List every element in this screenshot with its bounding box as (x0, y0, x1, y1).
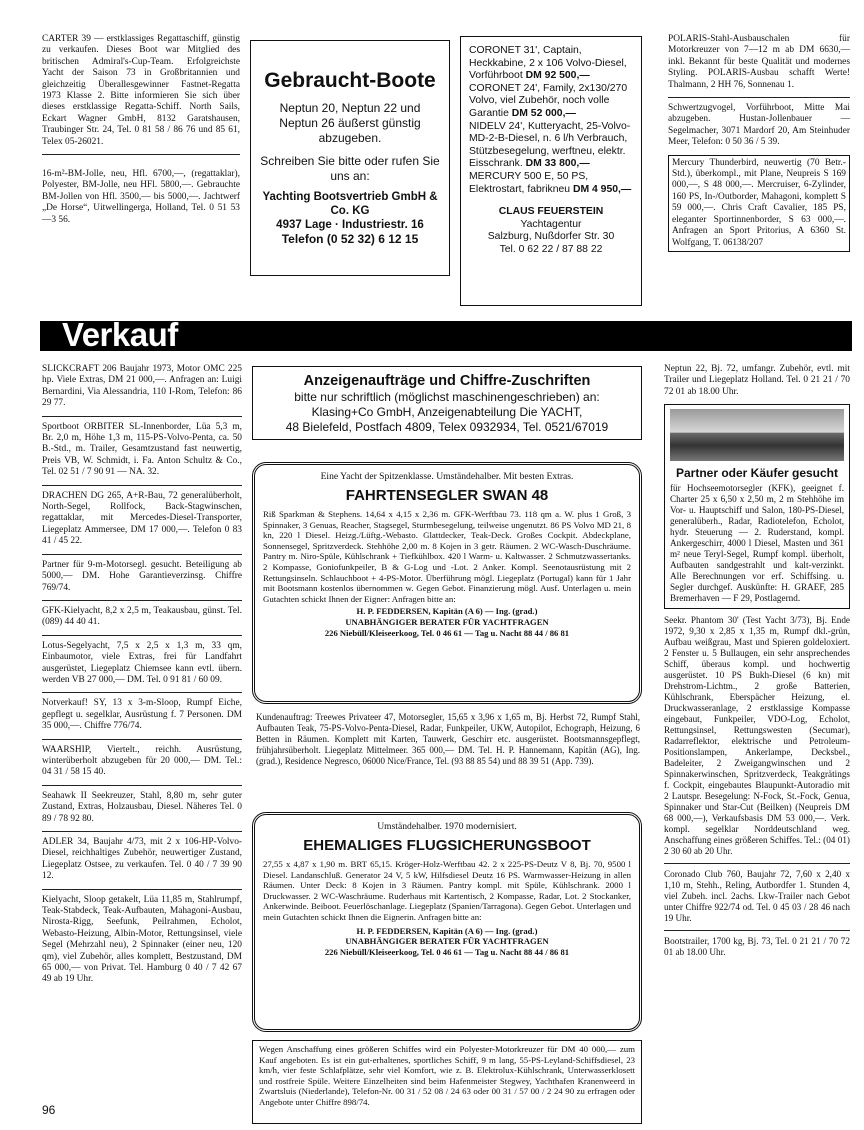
ad-partner-motorsegler: Partner für 9-m-Motorsegl. gesucht. Beteiligung ab 5000,— DM. Hohe Garantieverzinsg. Chiffre 769/74. (42, 559, 242, 593)
section-title: Verkauf (62, 316, 178, 353)
divider (42, 692, 242, 693)
anzeigen-line1: bitte nur schriftlich (möglichst maschinengeschrieben) an: (294, 390, 600, 404)
divider (42, 635, 242, 636)
coronet-item-text: CORONET 24', Family, 2x130/270 Volvo, viel Zubehör, noch volle Garantie (469, 82, 628, 119)
ad-polaris: POLARIS-Stahl-Ausbauschalen für Motorkreuzer von 7—12 m ab DM 6630,— inkl. Bekannt für beste Qualität und modernes Styling. POLARIS-Ausbau schafft Werte! Thalmann, 2 HH 76, Sonnenau 1. (668, 34, 850, 90)
ad-mercury (668, 155, 850, 252)
ad-notverkauf: Notverkauf! SY, 13 x 3-m-Sloop, Rumpf Eiche, gepflegt u. segelklar, Ausrüstung f. 7 Personen. DM 35 000,—. Chiffre 776/74. (42, 698, 242, 732)
ad-seahawk: Seahawk II Seekreuzer, Stahl, 8,80 m, sehr guter Zustand, Extras, Holzausbau, Diesel. Näheres Tel. 0 89 / 78 92 80. (42, 790, 242, 824)
ad-flugsicherungsboot (252, 812, 642, 1032)
anzeigen-line3: 48 Bielefeld, Postfach 4809, Telex 0932934, Tel. 0521/67019 (285, 420, 609, 434)
divider (42, 600, 242, 601)
right-column (664, 364, 850, 964)
ad-gfk-kielyacht: GFK-Kielyacht, 8,2 x 2,5 m, Teakausbau, günst. Tel. (089) 44 40 41. (42, 605, 242, 628)
divider (42, 831, 242, 832)
coronet-item-price: DM 52 000,— (511, 107, 576, 119)
ad-bootstrailer: Bootstrailer, 1700 kg, Bj. 73, Tel. 0 21 21 / 70 72 01 ab 18.00 Uhr. (664, 936, 850, 958)
ad-waarship: WAARSHIP, Viertelt., reichh. Ausrüstung, winterüberholt abzugeben für 20 000,— DM. Tel.: 04 31 / 58 15 40. (42, 744, 242, 778)
gebraucht-address: 4937 Lage · Industriestr. 16 (276, 219, 424, 231)
coronet-item (469, 121, 633, 171)
ad-schwertzugvogel: Schwertzugvogel, Vorführboot, Mitte Mai abzugeben. Hustan-Jollenbauer — Segelmacher, 3071 Mardorf 20, Am Steinhuder Meer, Telefon: 0 50 36 / 5 39. (668, 103, 850, 148)
ad-swan-48 (252, 462, 642, 704)
left-column (42, 364, 242, 992)
divider (42, 416, 242, 417)
divider (664, 930, 850, 931)
divider (42, 554, 242, 555)
ad-kielyacht: Kielyacht, Sloop getakelt, Lüa 11,85 m, Stahlrumpf, Teak-Stabdeck, Teak-Aufbauten, Mahagoni-Ausbau, Nirosta-Rigg, Seefunk, Peilrahmen, Echolot, Webasto-Heizung, Albin-Motor, Rettungsinsel, viele Segel (Mehrzahl neu), 2 Spinnaker (einer neu, 120 qm), viel Zubehör, alles komplett, Bestzustand, DM 65 000,— von Privat. Tel. Hamburg 0 40 / 7 42 67 49 ab 19 Uhr. (42, 894, 242, 985)
swan-contact-title: UNABHÄNGIGER BERATER FÜR YACHTFRAGEN (345, 616, 549, 627)
divider (42, 739, 242, 740)
coronet-item-price: DM 33 800,— (525, 158, 590, 170)
gebraucht-heading: Gebraucht-Boote (264, 69, 436, 92)
swan-body: Riß Sparkman & Stephens. 14,64 x 4,15 x 2,36 m. GFK-Werftbau 73. 118 qm a. W. plus 1 Groß, 3 Spinnaker, 3 Genuas, Reacher, Stagsegel, Sturmbesegelung, teilweise ungenutzt. 86 PS Volvo MD 21, 8 kn, 220 l Diesel. Heizg./Lüftg.-Webasto. Glattdecker, Teak-Deck. Großes Cockpit. Abdeckplane, Sonnensegel, Spritzverdeck. Stehhöhe 2,00 m. 8 Kojen in 3 getr. Räumen. 2 WC-Wasch-Duschräume. Pantry m. Niro-Spüle, Kühlschrank + Tiefkühlbox. 420 l Warm- u. Kaltwasser. 2 Schmutzwassertanks. 2 Kompasse, Goniofunkpeiler, B & G-Log und -Lot. 2 Anker. Kompl. Seenotausrüstung mit 2 Rettungsinseln. Schlauchboot + 4-PS-Motor. Überführung mögl. Liegeplatz (Portugal) kann für 1 Jahr mit Bootsmann kostenlos übernommen w. Gegen Gebot. Finanzierung mögl. Ausf. Unterlagen u. mein Gutachten schickt Ihnen der Eigner: Anfragen bitte an: (263, 509, 631, 604)
coronet-item-text: MERCURY 500 E, 50 PS, Elektrostart, fabrikneu (469, 170, 589, 195)
ad-orbiter: Sportboot ORBITER SL-Innenborder, Lüa 5,3 m, Br. 2,0 m, Höhe 1,3 m, 115-PS-Volvo-Penta, ca. 50 B.-Std., m. Trailer, Gesamtzustand fast neuwertig, Preis VB, W. Schmidt, i. Fa. Anton Schultz & Co., Tel. 02 51 / 7 90 91 — NA. 32. (42, 421, 242, 478)
anzeigen-line2: Klasing+Co GmbH, Anzeigenabteilung Die YACHT, (311, 405, 583, 419)
flug-intro: Umständehalber. 1970 modernisiert. (377, 821, 517, 832)
divider (42, 154, 240, 155)
ad-gebraucht-boote (250, 40, 450, 276)
top-left-column (42, 34, 240, 232)
coronet-item-price: DM 4 950,— (572, 183, 632, 195)
ad-partner-kaeufer (664, 404, 850, 609)
ad-neptun-22: Neptun 22, Bj. 72, umfangr. Zubehör, evtl. mit Trailer und Liegeplatz Holland. Tel. 0 21 21 / 70 72 01 ab 18.00 Uhr. (664, 364, 850, 397)
gebraucht-company: Yachting Bootsvertrieb GmbH & Co. KG (262, 191, 438, 217)
ad-polyester-motorkreuzer (252, 1040, 642, 1124)
ad-drachen: DRACHEN DG 265, A+R-Bau, 72 generalüberholt, North-Segel, Rollfock, Back-Stagwinschen, regattaklar, mit Mercedes-Diesel-Transporter, Liegeplatz Ammersee, DM 17 000,—. Telefon 0 83 41 / 45 22. (42, 490, 242, 547)
flug-contact-title: UNABHÄNGIGER BERATER FÜR YACHTFRAGEN (345, 936, 549, 947)
gebraucht-phone: Telefon (0 52 32) 6 12 15 (281, 232, 419, 246)
coronet-item (469, 45, 633, 83)
ad-coronado: Coronado Club 760, Baujahr 72, 7,60 x 2,40 x 1,10 m, Stehh., Reling, Autbordfer 1. Stunden 4, viel Zubeh. incl. 2achs. Lkw-Trailer nach Gebot unter Chiffre 922/74 od. Tel. 0 45 03 / 28 46 nach 19 Uhr. (664, 869, 850, 924)
coronet-seller: CLAUS FEUERSTEIN (498, 206, 604, 218)
coronet-item-text: NIDELV 24', Kutteryacht, 25-Volvo-MD-2-B-Diesel, n. 6 l/h Verbrauch, Stützbesegelung, werftneu, elektr. Eisschrank. (469, 120, 631, 170)
section-header-bar (40, 316, 852, 353)
partner-heading: Partner oder Käufer gesucht (675, 466, 839, 481)
mercury-text: Mercury Thunderbird, neuwertig (70 Betr.-Std.), überkompl., mit Plane, Neupreis S 169 000,—, S 48 000,—. Mercruiser, 6-Zylinder, 160 PS, In-/Outborder, Mahagoni, komplett S 59 000,—. Chris Craft Cavalier, 185 PS, eleganter Sportinnenborder, S 63 000,—. Anfragen an Sport Pritorius, A 6360 St. Wolfgang, T. 06138/207 (672, 157, 846, 248)
divider (42, 889, 242, 890)
flug-heading: EHEMALIGES FLUGSICHERUNGSBOOT (303, 837, 591, 854)
divider (664, 863, 850, 864)
flug-body: 27,55 x 4,87 x 1,90 m. BRT 65,15. Kröger-Holz-Werftbau 42. 2 x 225-PS-Deutz V 8, Bj. 70, 9500 l Diesel. Landanschluß. Generator 24 V, 5 kW, Hilfsdiesel Deutz 16 PS. Warmwasser-Heizung in allen Räumen. Unter Deck: 8 Kojen in 3 Räumen. Pantry kompl. mit Spüle, Kühlschrank. 2000 l Druckwasser. 2 WC-Waschräume. Ruderhaus mit Kartentisch, 2 Kompasse, Radar, Lot. 2 Stockanker, Ankerwinde. Beiboot. Feuerlöschanlage. Liegeplatz (Spanien/Tarragona). Gegen Gebot. Unterlagen und mein Gutachten schickt Ihnen die Eignerin. Anfragen bitte an: (263, 859, 631, 922)
swan-contact-address: 226 Niebüll/Kleiseerkoog, Tel. 0 46 61 — Tag u. Nacht 88 44 / 86 81 (324, 627, 570, 638)
coronet-phone: Tel. 0 62 22 / 87 88 22 (499, 243, 603, 255)
coronet-item (469, 171, 633, 196)
coronet-item-price: DM 92 500,— (525, 70, 590, 82)
divider (42, 485, 242, 486)
flug-contact-address: 226 Niebüll/Kleiseerkoog, Tel. 0 46 61 — Tag u. Nacht 88 44 / 86 81 (324, 946, 570, 957)
swan-contact-name: H. P. FEDDERSEN, Kapitän (A 6) — Ing. (grad.) (356, 606, 538, 617)
gebraucht-offer: Neptun 20, Neptun 22 und Neptun 26 äußerst günstig abzugeben. (279, 101, 421, 145)
ad-carter: CARTER 39 — erstklassiges Regattaschiff, günstig zu verkaufen. Dieses Boot war Mitglied des britischen Admiral's-Cup-Team. Erfolgreichste Yacht der Saison 73 in Großbritannien und gleichzeitig Überallesgewinner Fastnet-Regatta 1973 Klasse 2. Bitte informieren Sie sich über dieses erstklassige Regatta-Schiff. North Sails, Eckart Wagner GmbH, 8132 Garatshausen, Traubinger Str. 24, Tel. 0 81 58 / 86 76 und 85 61, Telex 05-26021. (42, 34, 240, 147)
ad-anzeigen-info (252, 366, 642, 440)
swan-intro: Eine Yacht der Spitzenklasse. Umständehalber. Mit besten Extras. (320, 471, 574, 482)
page-number: 96 (42, 1103, 56, 1117)
polyester-text: Wegen Anschaffung eines größeren Schiffes wird ein Polyester-Motorkreuzer für DM 40 000,— zum Kauf angeboten. Es ist ein gut-erhaltenes, sportliches Schiff, 9 m lang, 55-PS-Leyland-Schiffsdiesel, 23 km/h, vier feste Schlafplätze, sehr viel Komfort, wie z. B. Elektrolux-Kühlschrank, Unterwasserklosett und rostfreie Spüle. Weitere Einzelheiten sind beim Hafenmeister Stegwey, Yachthafen Kranenweerd in Zwartsluis (Niederlande), Telefon-Nr. 00 31 / 52 08 / 24 63 oder 00 31 / 57 00 / 2 24 90 zu erfragen oder Angebote unter Chiffre 898/74. (259, 1044, 635, 1107)
swan-heading: FAHRTENSEGLER SWAN 48 (345, 487, 549, 504)
anzeigen-heading: Anzeigenaufträge und Chiffre-Zuschriften (303, 373, 591, 389)
ship-photo (670, 409, 844, 461)
gebraucht-contact-prompt: Schreiben Sie bitte oder rufen Sie uns an: (260, 154, 440, 183)
ad-seekr-phantom: Seekr. Phantom 30' (Test Yacht 3/73), Bj. Ende 1972, 9,30 x 2,85 x 1,35 m, Rumpf dkl.-grün, Aufbau weißgrau, Mast und Spieren goldeloxiert. 2 Fenster u. 5 Bullaugen, ein sehr ansprechendes Schiff, überaus kompl. und hochwertig ausgerüstet. 10 PS Bukh-Diesel (6 kn) mit Drehstrom-Lichtm., 2 große Batterien, Kühlschrank, Eberspächer Heizung, el. Druckwasseranlage, 2 erstklassige Kompasse eingebaut, Funkpeiler, VDO-Log, Echolot, Rettungsinsel, Rettungswesten (Secumar), Radarreflektor, elektrische und Petroleum-Positionslampen, Ankerlampe, Decksbel., Badeleiter, 2 Zweigangwinschen und 2 Spinnakerwinschen, Spritzverdeck, Teakgrätings f. Cockpit, eingebautes Blaupunkt-Autoradio mit 2 Lautspr. Besegelung: N-Fock, St.-Fock, Genua, Spinnaker und Star-Cut (Beilken) (Neupreis DM 68 000,—), Verkaufsbasis DM 53 000,—. Verk. kompl. segelklar Norddeutschland weg. Anschaffung eines größeren Schiffes. Tel.: (04 01) 2 30 60 ab 20 Uhr. (664, 615, 850, 857)
ad-slickcraft: SLICKCRAFT 206 Baujahr 1973, Motor OMC 225 hp. Viele Extras, DM 21 000,—. Anfragen an: Luigi Bernardini, Via Alessandria, 110 I-Rom, Telefon: 86 29 77. (42, 364, 242, 409)
ad-bm-jolle: 16-m²-BM-Jolle, neu, Hfl. 6700,—, (regattaklar), Polyester, BM-Jolle, neu HFl. 5800,—. Gebrauchte BM-Jollen von Hfl. 3500,— bis 5000,—. Jachtwerf „De Horse“, Uitwellingerga, Holland, Tel. 0 51 53—3 56. (42, 169, 240, 225)
flug-contact-name: H. P. FEDDERSEN, Kapitän (A 6) — Ing. (grad.) (356, 925, 538, 936)
kundenauftrag-text: Kundenauftrag: Treewes Privateer 47, Motorsegler, 15,65 x 3,96 x 1,65 m, Bj. Herbst 72, Rumpf Stahl, Aufbauten Teak, 75-PS-Volvo-Penta-Diesel, Radar, Funkpeiler, UKW, Autopilot, Echograph, Heizung, 6 Betten in Räumen. Komplett mit Karten, Tauwerk, Geschirr etc. ausgerüstet. Bootsmannsgepflegt, frühjahrsüberholt. Liegeplatz Mittelmeer. 365 000,— DM. Tel. H. P. Hannemann, Kapitän (AG), Ing. (grad.), Residence Negresco, 06000 Nice/France, Tel. (93 88 85 54) und 88 39 51 (App. 739). (256, 712, 640, 766)
coronet-role: Yachtagentur (520, 218, 582, 230)
divider (42, 785, 242, 786)
ad-lotus: Lotus-Segelyacht, 7,5 x 2,5 x 1,3 m, 33 qm, Einbaumotor, viele Extras, frei für Landfahrt ausgerüstet, Liegeplatz Chiemsee kann evtl. übern. werden VB 27 000,— DM. Tel. 0 91 81 / 60 09. (42, 640, 242, 685)
coronet-address: Salzburg, Nußdorfer Str. 30 (487, 231, 615, 243)
ad-coronet (460, 36, 642, 306)
coronet-item (469, 83, 633, 121)
top-right-column (668, 34, 850, 252)
ad-kundenauftrag (256, 712, 640, 767)
ad-adler: ADLER 34, Baujahr 4/73, mit 2 x 106-HP-Volvo-Diesel, reichhaltiges Zubehör, neuwertiger Zustand, Liegeplatz Ostsee, zu verkaufen. Tel. 0 40 / 7 39 90 12. (42, 837, 242, 882)
coronet-item-text: CORONET 31', Captain, Heckkabine, 2 x 106 Volvo-Diesel, Vorführboot (469, 45, 627, 82)
partner-body: für Hochseemotorsegler (KFK), geeignet f. Charter 25 x 6,50 x 2,50 m, 2 m Stehhöhe im Vor- u. Hauptschiff und Salon, 180-PS-Diesel, generalüberh., Radar, Radiotelefon, Echolot, hydr. Steuerung — 2. Ruderstand, kompl. Ankergeschirr, 4000 l Diesel, Masten und 361 m² neue Teryl-Segel, Rumpf kompl. überholt, Aufbauten sandgestrahlt und kalt-verzinkt. Alle Berechnungen vor erf. Schiffsing. u. Segler durchgef. Auskünfte: H. GRAEF, 285 Bremerhaven — F 29, Postlagernd. (670, 483, 844, 604)
divider (668, 97, 850, 98)
